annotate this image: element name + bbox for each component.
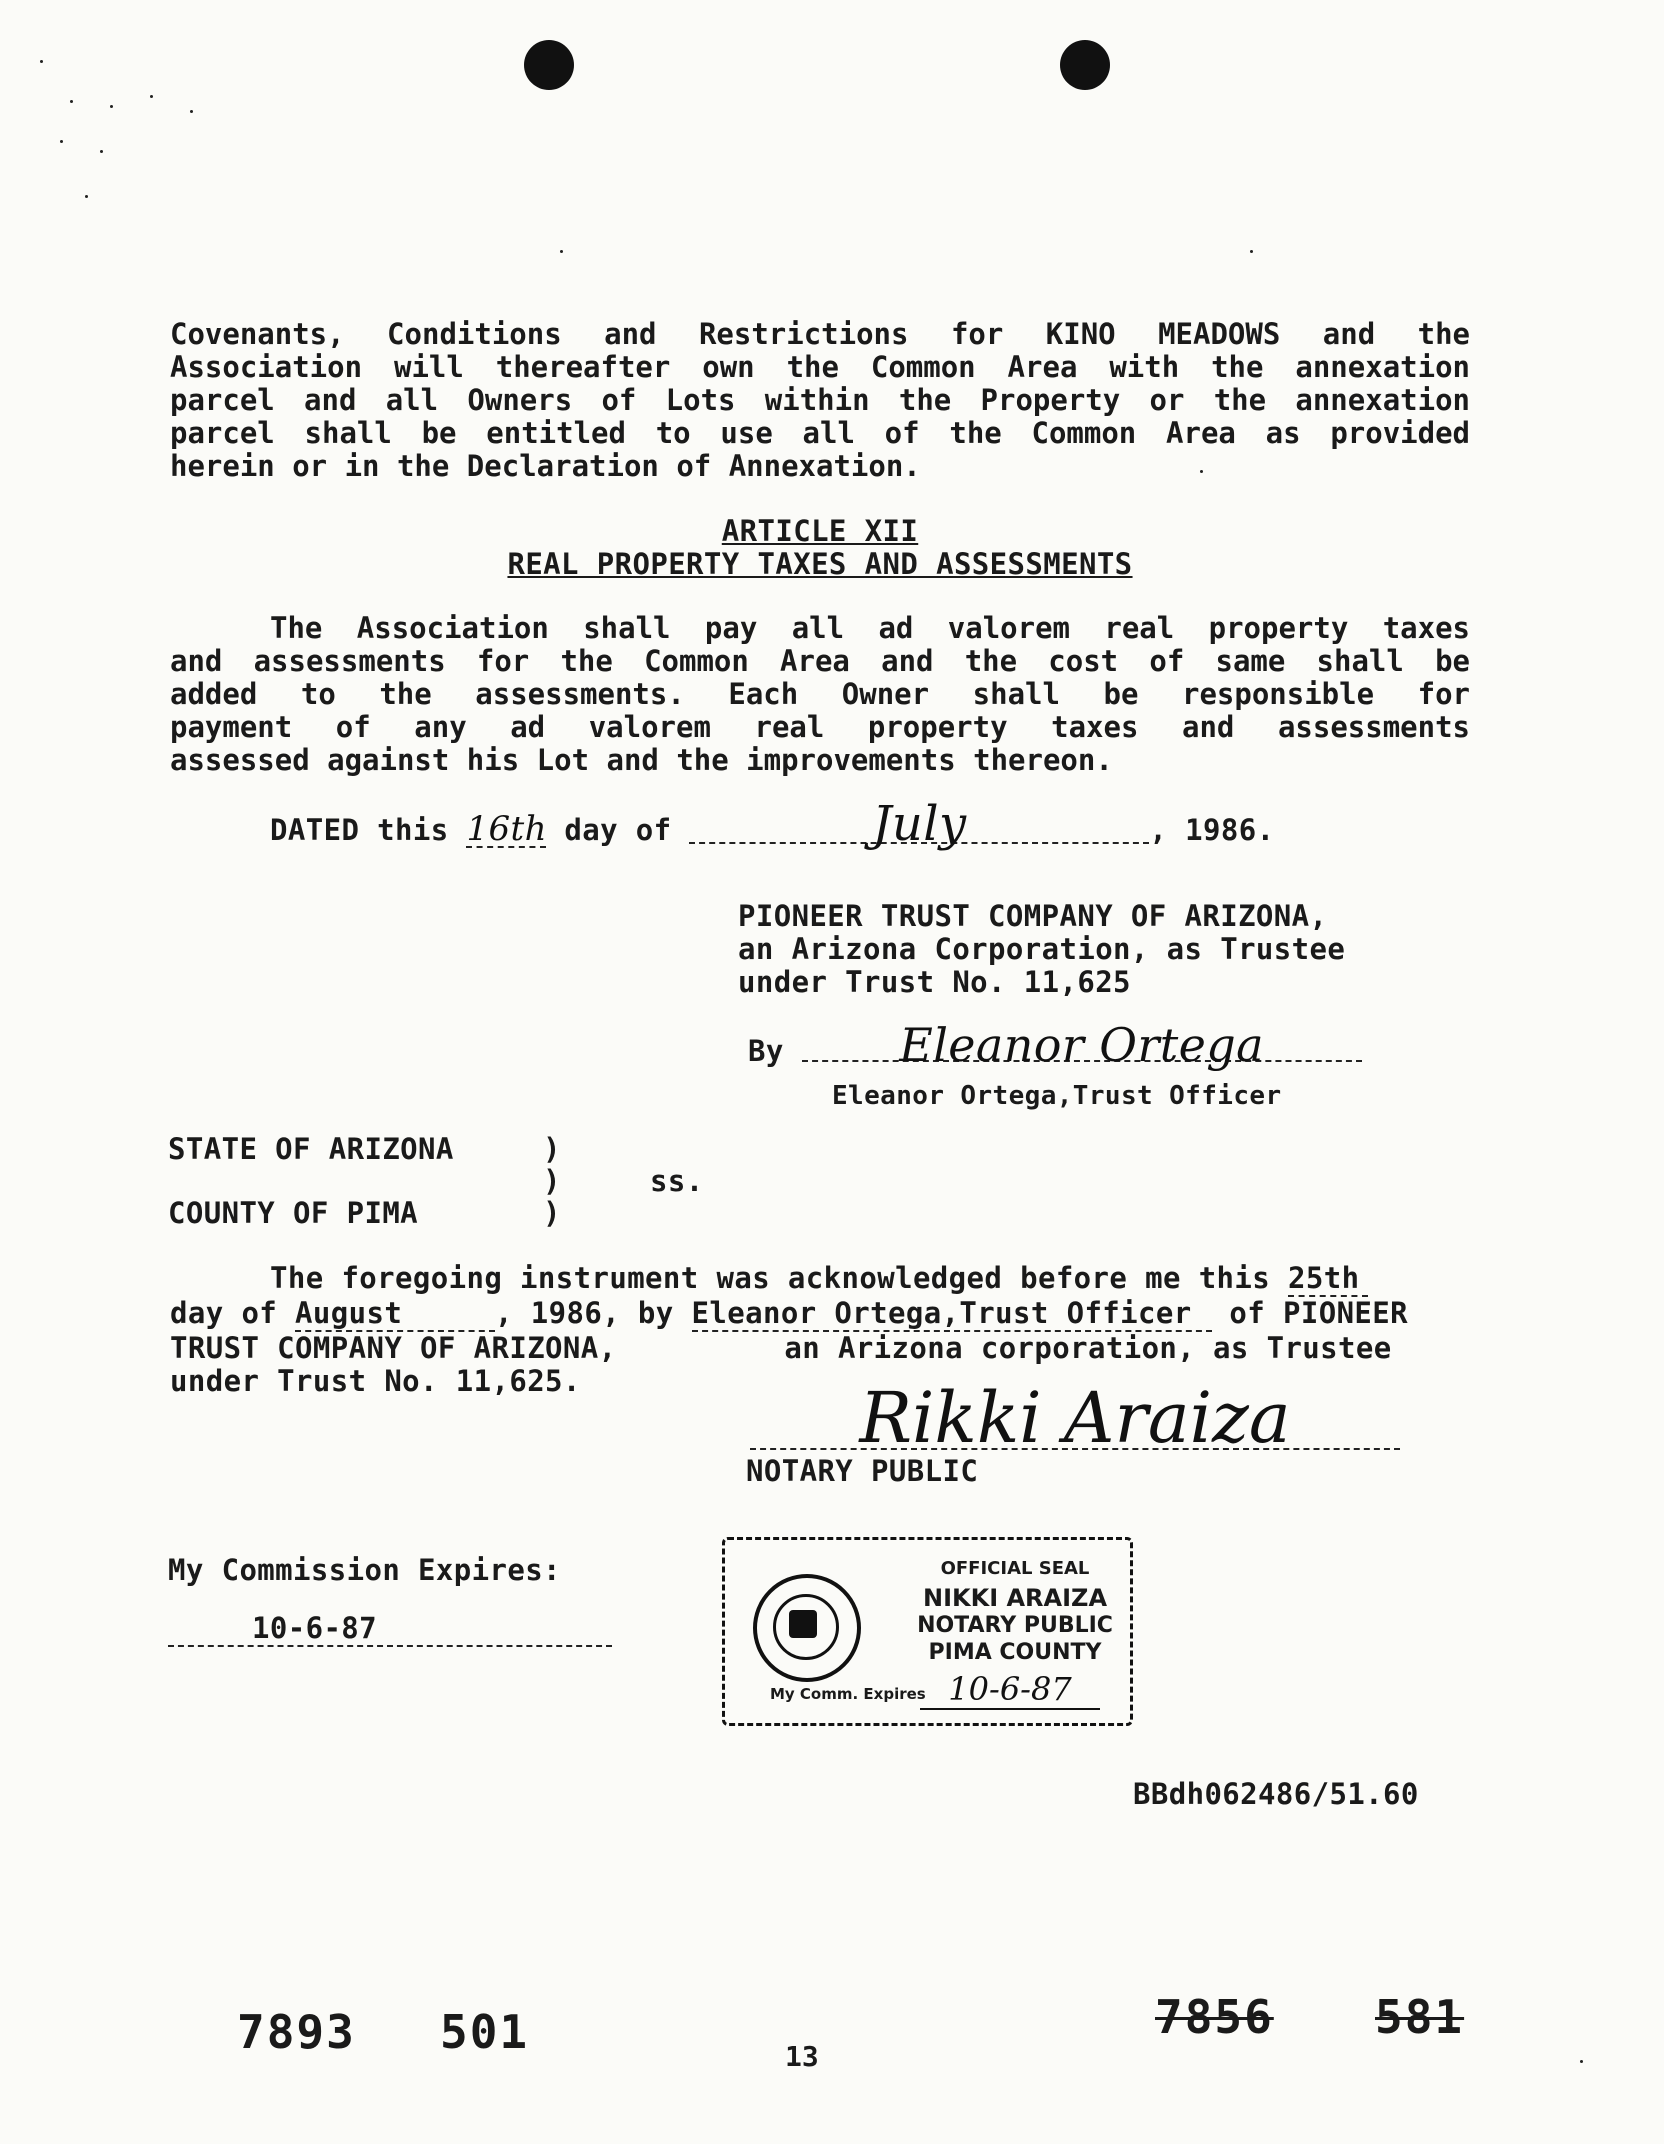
ack-line-2: [170, 1297, 1470, 1332]
article-paragraph: [170, 612, 1470, 777]
footer-book: 7893: [237, 2005, 356, 2059]
trustee-line-2: an Arizona Corporation, as Trustee: [738, 932, 1346, 966]
ack-text: of PIONEER: [1229, 1296, 1409, 1330]
dated-line: [270, 796, 1370, 852]
commission-label: My Commission Expires:: [168, 1553, 561, 1587]
dated-day: 16th: [466, 809, 547, 849]
venue-paren: ): [543, 1132, 561, 1166]
trustee-block: [738, 900, 1438, 999]
dated-month: July: [689, 806, 1149, 844]
by-label: By: [748, 1034, 784, 1068]
article-title: REAL PROPERTY TAXES AND ASSESSMENTS: [507, 547, 1133, 581]
notary-signature: Rikki Araiza: [750, 1388, 1400, 1450]
ack-day: 25th: [1288, 1262, 1368, 1297]
ack-month: August: [295, 1297, 495, 1332]
seal-line-1: OFFICIAL SEAL: [940, 1558, 1090, 1579]
seal-expires-value: 10-6-87: [920, 1670, 1100, 1710]
venue-county: COUNTY OF PIMA: [168, 1196, 419, 1230]
intro-line: parcel shall be entitled to use all of the Common Area as provided: [170, 416, 1470, 450]
binder-hole-left: [524, 40, 574, 90]
trustee-line-3: under Trust No. 11,625: [738, 965, 1131, 999]
ack-text: The foregoing instrument was acknowledged before me this: [270, 1261, 1271, 1295]
article-number: ARTICLE XII: [721, 514, 919, 548]
dated-middle: day of: [564, 813, 672, 847]
notary-seal-stamp: [722, 1537, 1133, 1726]
commission-date: 10-6-87: [168, 1612, 612, 1647]
ack-text: an Arizona corporation, as Trustee: [784, 1331, 1392, 1365]
dated-prefix: DATED this: [270, 813, 449, 847]
dated-year: 1986.: [1185, 813, 1275, 847]
intro-line: herein or in the Declaration of Annexation.: [170, 449, 921, 483]
trustee-signature: Eleanor Ortega: [802, 1030, 1362, 1062]
ack-line-1: [170, 1262, 1470, 1297]
reference-code: BBdh062486/51.60: [1133, 1777, 1419, 1811]
trustee-signer: Eleanor Ortega,Trust Officer: [832, 1081, 1282, 1111]
notary-label: NOTARY PUBLIC: [746, 1454, 979, 1488]
ack-person: Eleanor Ortega,Trust Officer: [692, 1297, 1212, 1332]
ack-line-3: [170, 1332, 1470, 1365]
ack-text: , 1986, by: [495, 1296, 674, 1330]
venue-paren: ): [543, 1196, 561, 1230]
trustee-line-1: PIONEER TRUST COMPANY OF ARIZONA,: [738, 899, 1328, 933]
ack-text: TRUST COMPANY OF ARIZONA,: [170, 1331, 617, 1365]
article-line: assessed against his Lot and the improvements thereon.: [170, 743, 1113, 777]
seal-line-2: NIKKI ARAIZA: [922, 1584, 1108, 1612]
intro-paragraph: [170, 318, 1470, 483]
seal-expires-label: My Comm. Expires: [770, 1685, 926, 1703]
binder-hole-right: [1060, 40, 1110, 90]
ack-text: day of: [170, 1296, 278, 1330]
dated-comma: ,: [1149, 813, 1168, 847]
footer-old-book: 7856: [1155, 1990, 1274, 2044]
page-number: 13: [785, 2040, 819, 2073]
venue-state: STATE OF ARIZONA: [168, 1132, 454, 1166]
seal-line-4: PIMA COUNTY: [928, 1640, 1102, 1665]
article-line: and assessments for the Common Area and the cost of same shall be: [170, 644, 1470, 678]
venue-ss: ss.: [650, 1164, 704, 1198]
footer-old-page: 581: [1375, 1990, 1465, 2044]
intro-line: parcel and all Owners of Lots within the Property or the annexation: [170, 383, 1470, 417]
venue-paren: ): [543, 1164, 561, 1198]
footer-page-ref: 501: [440, 2005, 530, 2059]
intro-line: Covenants, Conditions and Restrictions for KINO MEADOWS and the: [170, 317, 1470, 351]
article-line: added to the assessments. Each Owner shall be responsible for: [170, 677, 1470, 711]
intro-line: Association will thereafter own the Common Area with the annexation: [170, 350, 1470, 384]
seal-line-3: NOTARY PUBLIC: [917, 1613, 1113, 1638]
trustee-by-line: [748, 1018, 1368, 1072]
ack-line-4: under Trust No. 11,625.: [170, 1364, 581, 1398]
article-heading: [170, 515, 1470, 581]
article-line: The Association shall pay all ad valorem real property taxes: [270, 611, 1470, 645]
article-line: payment of any ad valorem real property taxes and assessments: [170, 710, 1470, 744]
state-seal-icon: [753, 1574, 861, 1682]
